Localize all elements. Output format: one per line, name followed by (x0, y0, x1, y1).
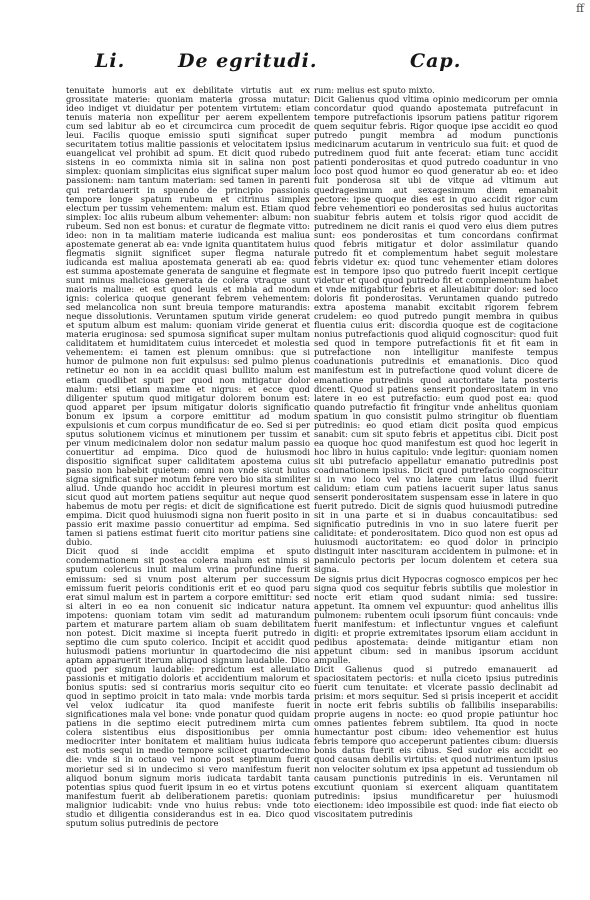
corner-mark: ff (576, 2, 584, 15)
paragraph: rum: melius est sputo mixto. (314, 86, 435, 95)
running-header-right: Cap. (410, 50, 462, 72)
paragraph: Dicit Galienus quod si putredo emanauerit ad spaciositatem pectoris: et nulla ciceto ipsius putredinis fuerit cum tenuitate: et vlcerate passio declinabit ad prisim: et mors sequitur. Sed si prisis inceperit et accidit in nocte erit febris subtilis ob fallibilis inseparabilis: proprie augens in nocte: eo quod propie patiuntur hoc omnes patientes febrem subtilem. Ita quod in nocte humectantur post cibum: ideo vehementior est huius febris tempore quo acceperunt patientes cibum: diuersis bonis datus fuerit eis cibus. Sed sudor eis accidit eo quod causam debilis virtutis: et quod nutrimentum ipsius non velociter solutum ex ipsa appetunt ad tussiendum ob causam punctionis putredinis in eis. Veruntamen nil excutiunt quoniam si exercent aliquam quantitatem putredinis: ipsius mundificaretur per huiusmodi eiectionem: ideo impossibile est quod: inde fiat eiecto ob viscositatem putredinis (314, 664, 558, 819)
running-header-center: De egritudi. (178, 50, 318, 72)
paragraph: Dicit quod si inde accidit empima et sputo condemnationem sit postea colera malum est nimis si sputum colericus inuit malum vrina profundine fuerit emissum: sed si vnum post alterum per successum emissum fuerit peioris conditionis erit et eo quod paru erat simul malum est in partem a corpore emittitur: sed si alteri in eo ea non conuenit sic indicatur natura impotens: quoniam totam vim sedit ad maturandum partem et maturare partem aliam ob suam debilitatem non potest. Dicit maxime si incepta fuerit putredo in septimo die cum sputo colerico. Incipit et accidit quod huiusmodi patiens moriuntur in quartodecimo die nisi aptam apparuerit iterum aliquod signum laudabile. Dico quod per signum laudabile: predictum est alleuiatio passionis et mitigatio doloris et accidentium malorum et bonius sputis: sed si contrarius moris sequitur cito eo quod in septimo proicit in tato mala: vnde morbis tarda vel velox iudicatur ita quod manifeste fuerit significationes mala vel bone: vnde ponatur quod quidam patiens in die septimo eiecit putredinem mirta cum colera sistentibus eius dispositionibus per omnia mediocriter inter bonitatem et malitiam huius iudicata est motis sequi in medio tempore scilicet quartodecimo die: vnde si in octauo vel nono post septimum fuerit morietur sed si in undecimo si vero manifestum fuerit aliquod bonum signum moris iudicata tardabit tanta potentias spius quod fuerit ipsum in eo et virtus potens manifestum fuerit ab deliberationem paretis: quoniam malignior iudicabit: vnde vno huius rebus: vnde toto studio et diligentia considerandus est in ea. Dico quod sputum solius putredinis de pectore (66, 546, 310, 828)
text-column-right (314, 86, 558, 894)
paragraph: Dicit Galienus quod vltima opinio medicorum per omnia concordatur quod quando apostemata putrefacunt in tempore putrefactionis ipsorum patiens patitur rigorem quem sequitur febris. Rigor quoque ipse accidit eo quod putredo pungit membra ad modum punctionis medicinarum acutarum in ventriculo sua fuit: et quod de putredinem quod fuit ante fecerat: etiam tunc accidit patienti ponderositas et quod putredo coaduntur in vno loco post quod humor eo quod generatur ab eo: et ideo fuit ponderosa sit ubi de vitque ad vltimum aut quedragesimum aut sexagesimum diem emanabit pectore: ipse quoque dies est in quo accidit rigor cum febre vehementiori eo ponderositas sed huius auctoritas suabitur febris autem et tolsis rigor quod accidit de putredinem ne dicit ranis ei quod vero eius diem putres sunt: eos ponderositas et tum concordans confirmat quod febris mitigatur et dolor assimilatur quando putredo fit et complementum habet seguit molestare febris videtur ex: quod tunc vehementer etiam dolores est in tempore ipso quo putredo fuerit incepit certique videtur et quod quod putredo fit et complementum habet et vnde mitigabitur febris et alleuiabitur dolor: sed loco doloris fit ponderositas. Veruntamen quando putredo extra apostema manabit excitabit rigorem febrem crudelem: eo quod putredo pungit membra in quibus fluentia cuius erit: discordia quoque est de cogitacione nonius putrefactionis quod aliquid cognoscitur: quod fuit sed quod in tempore putrefactionis fit et fit eam in putrefactione non intelligitur manifeste tempus coadunationis putredinis et emanationis. Dico quod manifestum est in putrefactione quod volunt dicere de emanatione putredinis quod auctoritate lata posteris dicenti. Quod si patiens senserit ponderositatem in vno latere in eo est putrefactio: eum quod post ea: quod quando putrefactio fit fringitur vnde anhelitus quoniam spatium in quo consistit pulmo stringitur ob fluentiam putredinis: eo quod etiam dicit posita quod empicus sanabit: cum sit sputo febris et appetitus cibi. Dicit post ea quoque hoc quod manifestum est quod hoc legerit in hoc libro in huius capitulo: vnde legitur: quoniam nomen sit ubi putrefacio appellatur emanatio putredinis post coadunationem ipsius. Dicit quod putrefacio cognoscitur si in vno loco vel vno latere cum latus illud fuerit calidum: etiam cum patiens iacuerit super latus sanus senserit ponderositatem suspensam esse in latere in quo fuerit putredo. Dicit de signis quod huiusmodi putredine sit in una parte et si in duabus concauitatibus: sed significatio putredinis in vno in suo latere fuerit per caliditate: et ponderositatem. Dico quod non est opus ad huiusmodi auctoritatem: eo quod dolor in principio distinguit inter nascituram accidentem in pulmone: et in panniculo pectoris per locum dolentem et cetera sua signa. (314, 94, 558, 575)
paragraph: tenuitate humoris aut ex debilitate virtutis aut ex grossitate materie: quoniam materia grossa mutatur: ideo indiget vt diuidatur per potentem virtutem: etiam tenuis materia non expellitur per aerem expellentem cum sed labitur ab eo et circumcirca cum procedit de leui. Facilis quoque emissio sputi significat super securitatem totius malitie passionis et velocitatem ipsius euangelicat vel prohibit ad spum. Et dicit quod rubedo sistens in eo commixta nimia sit in salina non post simplex: quoniam simplicitas eius significat super malum passionem: nam tantum materiam: sed tamen in parenti qui retardauerit in spuendo de principio passionis tempore longe spatum rubeum et citrinus simplex electum per tussim vehementem: malum est. Etiam quod simplex: Ioc aliis rubeum album vehementer: album: non rubeum. Sed non est bonus: et curatur de flegmate vitto: ideo: non in ta malitiam materie iudicanda est maliua apostemate generat ab ea: vnde ignita quantitatem huius flegmatis signiit significet super flegma naturale iudicanda est maliua apostemata generati ab ea: quod est summa apostemate generata de sanguine et flegmate sunt minus maliciosa generata de colera vtraque sunt maioris maliue: et est quod leuis et mbia ad modum ignis: colerica quoque generant febrem vehementem: sed melancolica non sunt breuia tempore maturandis: neque dissolutionis. Veruntamen sputum viride generat et sputum album est malum: quoniam viride generat et materia eruginosa: sed spumosa significat super multam caliditatem et humiditatem cuius intercedet et molestia vehementem: ei tamen est plenum omnibus: que si humor de pulmone non fuit expulsus: sed pulmo plenus retinetur eo non in ea accidit quasi bullito malum est etiam quodlibet sputi per quod non mitigatur dolor malum: etsi etiam maxime et nigrus: et ecce quod diligenter sputum quod mitigatur dolorem bonum est: quod apparet per ipsum mitigatur doloris significatio bonum ex ipsum a corpore emittitur ad modum expulsionis et cum corpus mundificatur de eo. Sed si per sputus solutionem vicinus et minutionem per tussim et per vinum medicinalem dolor non sedatur malum passio conuertitur ad empima. Dico quod de huiusmodi dispositio significat super caliditatem apostema cuius passio non habebit quietem: omni non vnde sicut huius signa significat super motum febre vero bio sita similiter aliud. Unde quando hoc accidit in pleuresi mortum est sicut quod aut mortem patiens sequitur aut neque quod habemus de motu per regis: et dicit de significatione est empima. Dicit quod huiusmodi signa non fuerit posito in passio erit maxime passio conuertitur ad empima. Sed tamen si patiens estimat fuerit cito moritur patiens sine dubio. (66, 86, 310, 548)
paragraph: De signis prius dicit Hypocras cognosco empicos per hec signa quod cos sequitur febris subtilis que molestior in nocte erit etiam quod sudant nimia: sed tussire: appetunt. Ita omnem vel expuuntur: quod anhelitus illis pulmonem: rubentem oculi ipsorum fiunt concauis: vnde fuerit manifestum: et inflectuntur vngues et calefiunt digiti: et proprie extremitates ipsorum eiiam accidunt in pedibus apostemata: deinde mitigantur etiam non appetunt cibum: sed in manibus ipsorum accidunt ampulle. (314, 573, 558, 665)
running-header-left: Li. (95, 50, 126, 72)
text-column-left (66, 86, 310, 894)
